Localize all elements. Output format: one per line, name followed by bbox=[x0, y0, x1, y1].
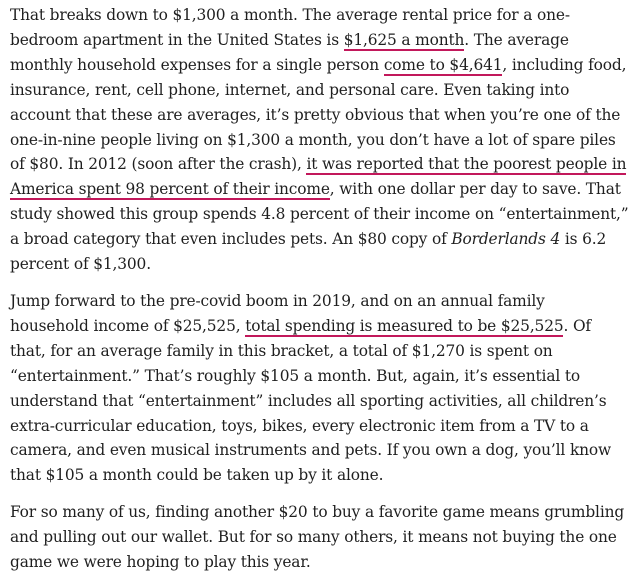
text-run: Jump forward to the pre-covid boom in 2019, and on an annual family bbox=[10, 291, 545, 310]
text-run: account that these are averages, it’s pretty obvious that when you’re one of the bbox=[10, 105, 621, 124]
text-run: extra-curricular education, toys, bikes, every electronic item from a TV to a bbox=[10, 416, 589, 435]
poorest-people-report-link[interactable]: it was reported that the poorest people in bbox=[306, 155, 627, 174]
text-run: of $80. In 2012 (soon after the crash), bbox=[10, 155, 307, 174]
text-line bbox=[10, 3, 570, 28]
text-run: For so many of us, finding another $20 to buy a favorite game means grumbling bbox=[10, 503, 625, 522]
text-run: bedroom apartment in the United States is bbox=[10, 30, 344, 49]
text-run: game we were hoping to play this year. bbox=[10, 553, 311, 572]
text-run: understand that “entertainment” includes all sporting activities, all children’s bbox=[10, 391, 607, 410]
text-line bbox=[10, 177, 621, 202]
text-run: monthly household expenses for a single person bbox=[10, 55, 384, 74]
text-line bbox=[10, 128, 616, 153]
text-line bbox=[10, 28, 569, 53]
text-line bbox=[10, 364, 581, 389]
text-line bbox=[10, 339, 553, 364]
article-body bbox=[10, 3, 629, 587]
paragraph-3 bbox=[10, 500, 625, 575]
rental-price-link[interactable]: $1,625 a month bbox=[343, 30, 465, 49]
text-line bbox=[10, 438, 612, 463]
text-run: . Of bbox=[563, 316, 591, 335]
text-run: camera, and even musical instruments and pets. If you own a dog, you’ll know bbox=[10, 441, 612, 460]
text-line bbox=[10, 78, 570, 103]
text-line bbox=[10, 227, 607, 252]
text-run: “entertainment.” That’s roughly $105 a month. But, again, it’s essential to bbox=[10, 366, 581, 385]
text-line bbox=[10, 103, 621, 128]
household-expenses-link[interactable]: come to $4,641 bbox=[383, 55, 503, 74]
text-run: percent of $1,300. bbox=[10, 255, 151, 274]
text-run: that $105 a month could be taken up by it alone. bbox=[10, 466, 384, 485]
paragraph-1 bbox=[10, 3, 629, 277]
text-line bbox=[10, 463, 532, 488]
text-run: , with one dollar per day to save. That bbox=[329, 180, 621, 199]
text-run: , including food, bbox=[502, 55, 627, 74]
text-line bbox=[10, 202, 629, 227]
text-run: that, for an average family in this bracket, a total of $1,270 is spent on bbox=[10, 341, 553, 360]
total-spending-link[interactable]: total spending is measured to be $25,525 bbox=[245, 316, 564, 335]
text-run: and pulling out our wallet. But for so many others, it means not buying the one bbox=[10, 528, 617, 547]
text-run: insurance, rent, cell phone, internet, and personal care. Even taking into bbox=[10, 80, 570, 99]
text-line bbox=[10, 53, 627, 78]
text-run: That breaks down to $1,300 a month. The average rental price for a one- bbox=[10, 6, 570, 24]
text-line bbox=[10, 550, 532, 575]
text-line bbox=[10, 314, 591, 339]
text-run: household income of $25,525, bbox=[10, 316, 246, 335]
text-line bbox=[10, 525, 617, 550]
text-line bbox=[10, 152, 627, 177]
game-title: Borderlands 4 bbox=[451, 230, 561, 249]
text-line bbox=[10, 500, 625, 525]
text-run: . The average bbox=[464, 30, 569, 49]
poorest-people-report-link-cont[interactable]: America spent 98 percent of their income bbox=[10, 180, 330, 199]
text-run: a broad category that even includes pets. An $80 copy of bbox=[10, 230, 452, 249]
text-line bbox=[10, 414, 589, 439]
text-line bbox=[10, 289, 545, 314]
text-run: is 6.2 bbox=[560, 230, 607, 249]
paragraph-2 bbox=[10, 289, 612, 488]
text-run: one-in-nine people living on $1,300 a month, you don’t have a lot of spare piles bbox=[10, 130, 616, 149]
text-run: study showed this group spends 4.8 percent of their income on “entertainment,” bbox=[10, 205, 629, 224]
text-line bbox=[10, 252, 532, 277]
text-line bbox=[10, 389, 607, 414]
